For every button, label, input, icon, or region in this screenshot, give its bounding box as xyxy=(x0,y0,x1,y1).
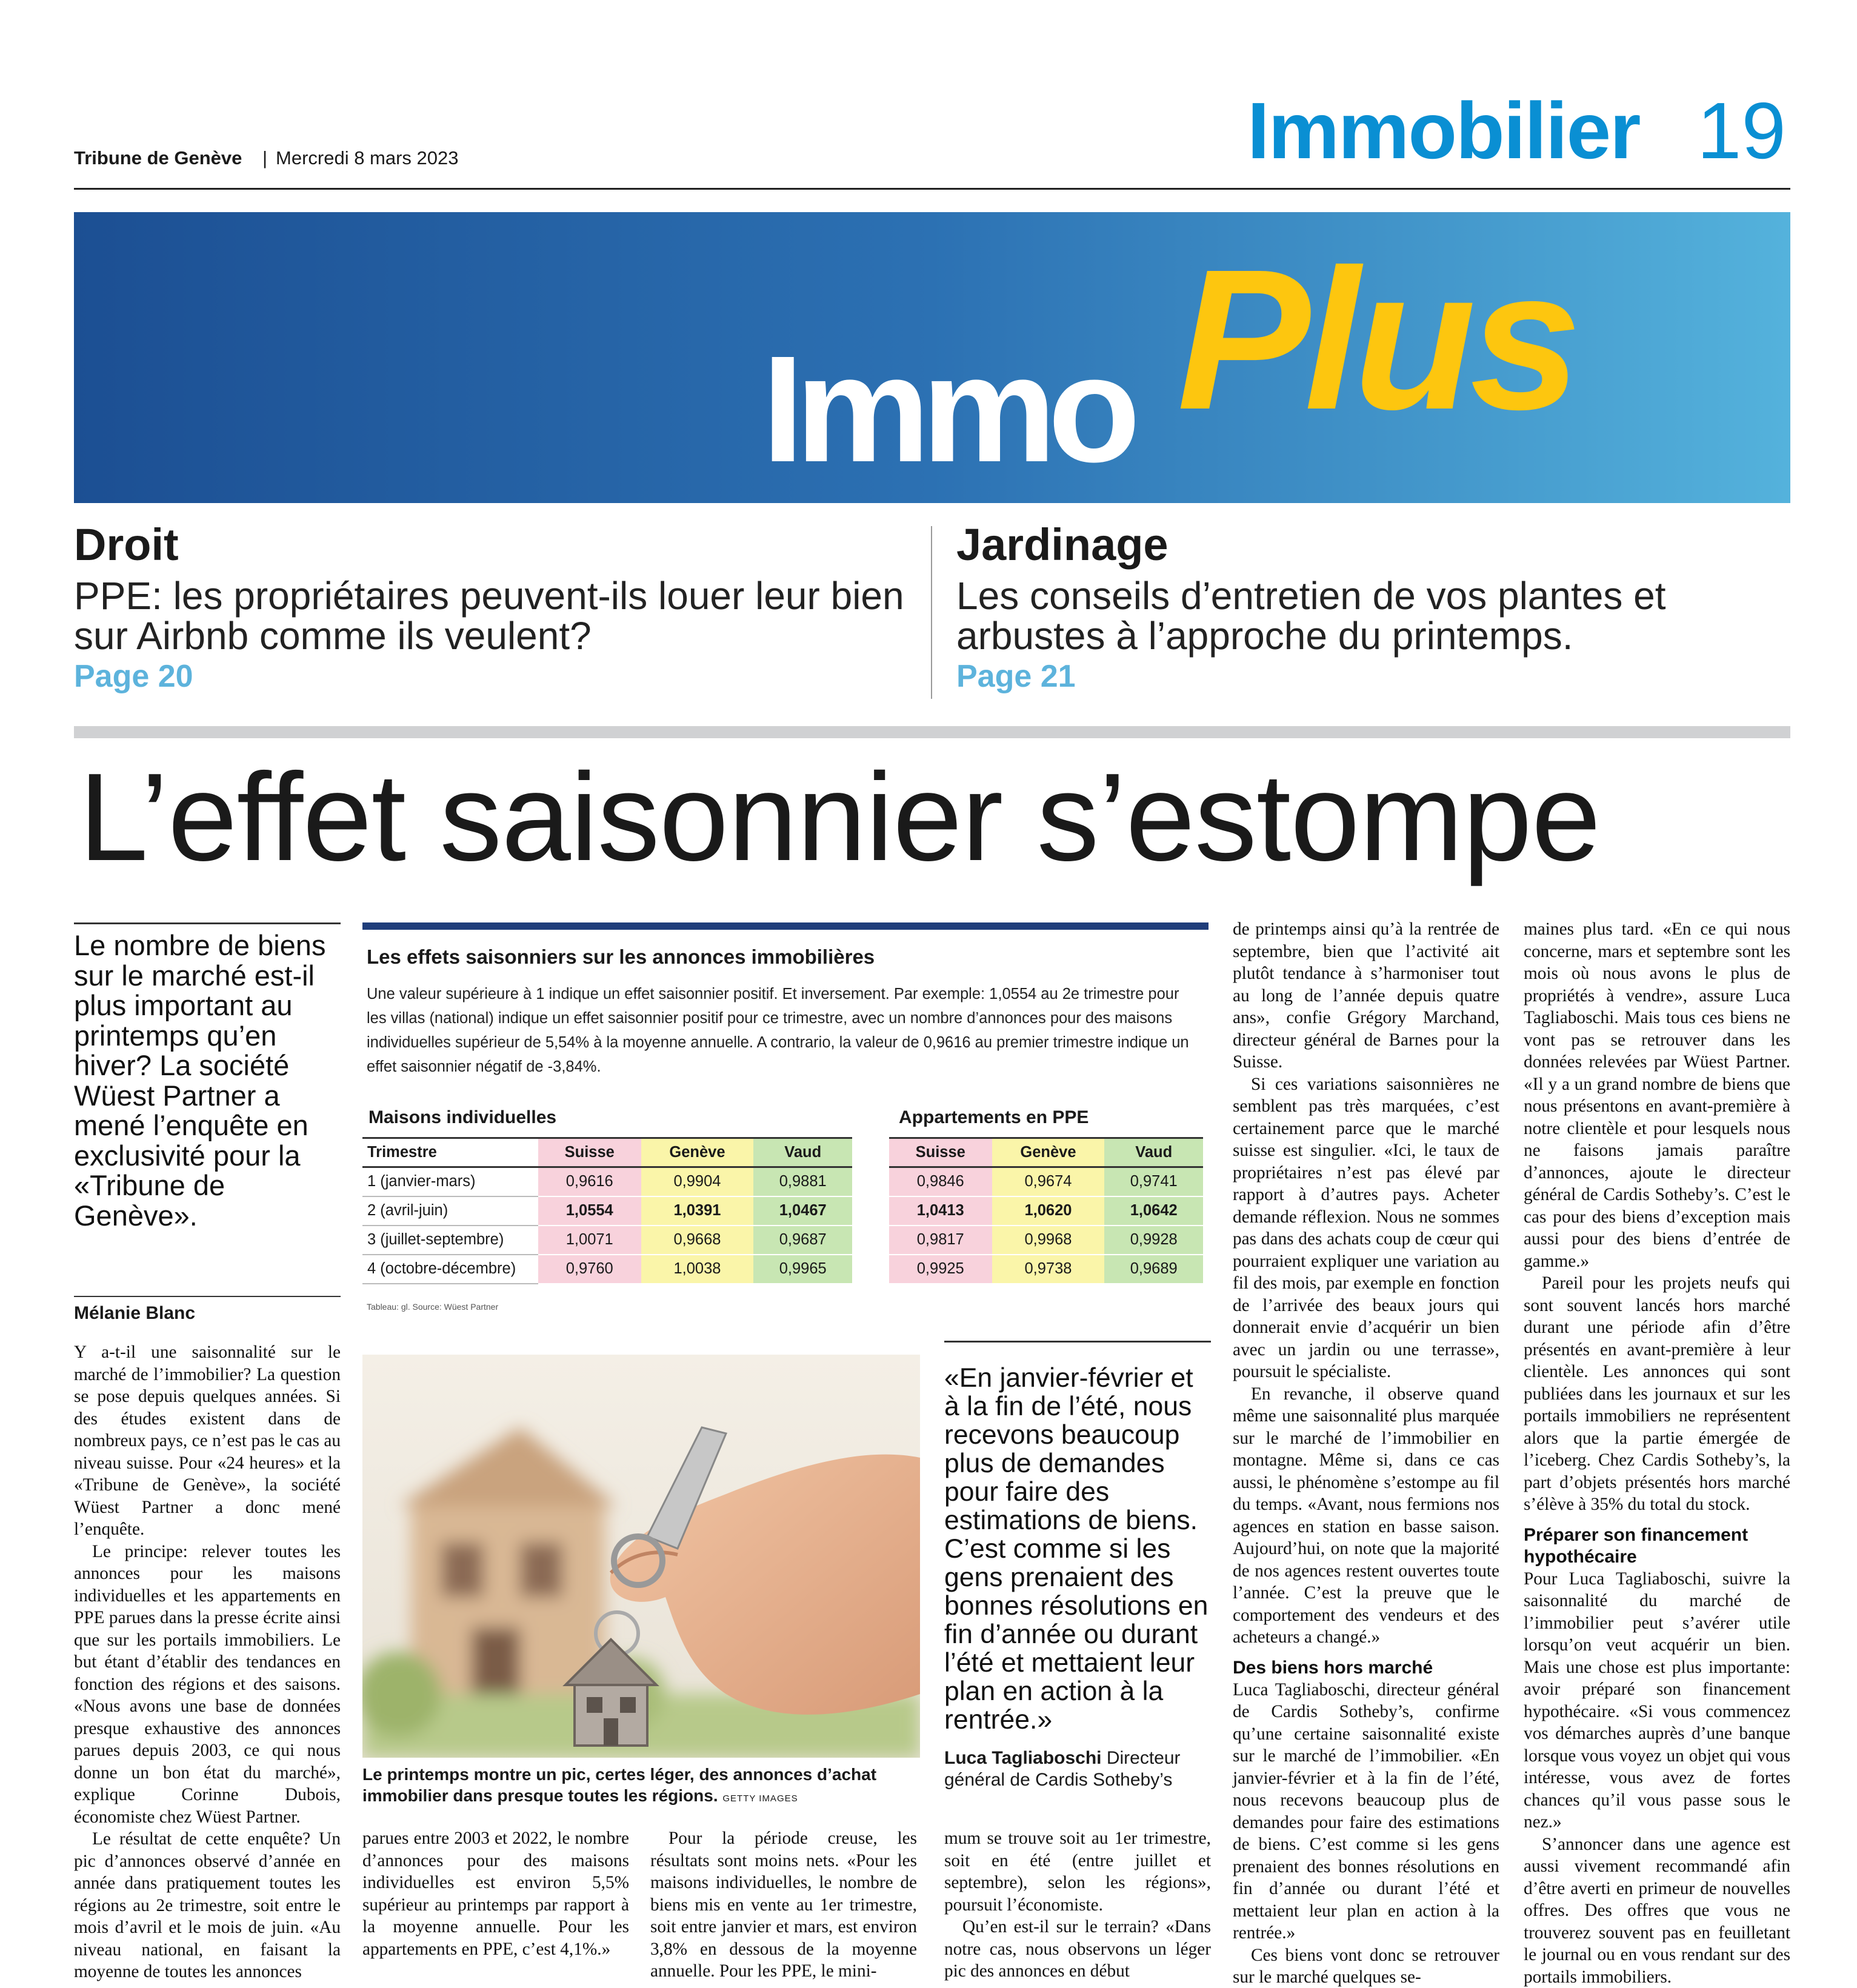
paragraph: En revanche, il observe quand même une saisonnalité plus marquée sur le marché de l’immobilier en montagne. Même si, dans ce cas aussi, le phénomène s’estompe au fil du temps. «Avant, nous fermions nos agences en station en basse saison. Aujourd’hui, on note que la majorité de nos agences restent ouvertes toute l’année. C’est la preuve que le comportement des vendeurs et des acheteurs a changé.» xyxy=(1233,1384,1499,1647)
value-geneve: 1,0038 xyxy=(641,1255,754,1284)
body-column-6 xyxy=(1524,918,1790,1988)
paragraph: Y a-t-il une saisonnalité sur le marché de l’immobilier? La question se pose depuis quelques années. Si des études existent dans de nombreux pays, ce n’est pas le cas au niveau suisse. Pour «24 heures» et la «Tribune de Genève», la société Wüest Partner a donc mené l’enquête. xyxy=(74,1343,341,1539)
paragraph: Ces biens vont donc se retrouver sur le marché quelques se- xyxy=(1233,1945,1499,1987)
table-row xyxy=(889,1167,1203,1196)
immoplus-banner xyxy=(74,212,1790,503)
houses-table xyxy=(362,1137,852,1284)
teaser-droit[interactable] xyxy=(74,519,910,694)
photo-caption xyxy=(362,1764,926,1809)
teaser-divider xyxy=(931,526,932,699)
photo-illustration xyxy=(362,1355,920,1758)
value-vaud: 0,9928 xyxy=(1104,1226,1203,1255)
value-suisse: 1,0413 xyxy=(889,1196,992,1226)
table-row xyxy=(362,1196,852,1226)
article-lead: Le nombre de biens sur le marché est-il plus important au printemps qu’en hiver? La société Wüest Partner a mené l’enquête en exclusivité pour la «Tribune de Genève». xyxy=(74,929,326,1232)
apartments-table-title: Appartements en PPE xyxy=(899,1107,1089,1127)
teaser-jardinage[interactable] xyxy=(956,519,1793,694)
header-rule xyxy=(74,188,1790,190)
quarter-label: 2 (avril-juin) xyxy=(362,1196,538,1226)
pull-quote: «En janvier-février et à la fin de l’été, nous recevons beaucoup plus de demandes pour faire des estimations de biens. C’est comme si les gens prenaient des bonnes résolutions en fin d’année ou durant l’été et mettaient leur plan en action à la rentrée.» xyxy=(944,1363,1209,1735)
author-rule xyxy=(74,1296,341,1297)
value-vaud: 0,9965 xyxy=(753,1255,852,1284)
paragraph: maines plus tard. «En ce qui nous concerne, mars et septembre sont les mois où nous avons le plus de propriétés à vendre», assure Luca Tagliaboschi. Mais tous ces biens ne vont pas se retrouver dans les données relevées par Wüest Partner. «Il y a un grand nombre de biens que nous présentons en avant-première à notre clientèle et pour lesquels nous ne faisons jamais paraître d’annonces, ajoute le directeur général de Cardis Sotheby’s. C’est le cas pour des biens d’exception mais aussi pour des biens d’entrée de gamme.» xyxy=(1524,919,1790,1271)
table-row xyxy=(889,1196,1203,1226)
paragraph: mum se trouve soit au 1er trimestre, soit en été (entre juillet et septembre), selon les régions», poursuit l’économiste. xyxy=(944,1829,1211,1915)
paragraph: parues entre 2003 et 2022, le nombre d’annonces pour des maisons individuelles est environ 5,5% supérieur au printemps par rapport à la moyenne annuelle. Pour les appartements en PPE, c’est 4,1%.» xyxy=(362,1829,629,1959)
subheading: Des biens hors marché xyxy=(1233,1657,1433,1678)
paragraph: Qu’en est-il sur le terrain? «Dans notre cas, nous observons un léger pic des annonces en début xyxy=(944,1917,1211,1981)
newspaper-name: Tribune de Genève xyxy=(74,147,242,168)
table-source: Tableau: gl. Source: Wüest Partner xyxy=(367,1302,499,1312)
apartments-table xyxy=(889,1137,1203,1284)
paragraph: Le résultat de cette enquête? Un pic d’annonces observé d’année en année dans pratiquement toutes les régions au 2e trimestre, soit entre le mois d’avril et le mois de juin. «Au niveau national, en faisant la moyenne de toutes les annonces xyxy=(74,1829,341,1981)
paragraph: Le principe: relever toutes les annonces pour les maisons individuelles et les appartements en PPE parues dans la presse écrite ainsi que sur les portails immobiliers. Le but étant d’établir des tendances en fonction des régions et des saisons. «Nous avons une base de données presque exhaustive des annonces parues depuis 2003, ce qui nous donne un bon état du marché», explique Corinne Dubois, économiste chez Wüest Partner. xyxy=(74,1541,341,1827)
body-column-5 xyxy=(1233,918,1499,1988)
caption-text: Le printemps montre un pic, certes léger, des annonces d’achat immobilier dans presque toutes les régions. xyxy=(362,1765,877,1805)
banner-word-plus: Plus xyxy=(1177,227,1575,451)
quote-rule xyxy=(944,1341,1211,1343)
column-header: Suisse xyxy=(538,1138,641,1167)
paragraph: Luca Tagliaboschi, directeur général de Cardis Sotheby’s, confirme qu’une certaine saisonnalité existe sur le marché de l’immobilier. «En janvier-février et à la fin de l’été, nous recevons beaucoup plus de demandes pour faire des estimations de biens. C’est comme si les gens prenaient des bonnes résolutions en fin d’année ou durant l’été et mettaient leur plan en action à la rentrée.» xyxy=(1233,1679,1499,1943)
body-column-1 xyxy=(74,1341,341,1983)
paragraph: Si ces variations saisonnières ne semblent pas très marquées, c’est certainement parce que le marché suisse est singulier. «Ici, le taux de propriétaires n’est pas élevé par rapport à d’autres pays. Acheter demande réflexion. Nous ne sommes pas dans des achats coup de cœur qui pourraient expliquer une variation au fil des mois, par exemple en fonction de l’arrivée des beaux jours qui donnerait envie d’acquérir un bien avec un jardin ou une terrasse», poursuit le spécialiste. xyxy=(1233,1074,1499,1381)
article-author: Mélanie Blanc xyxy=(74,1303,196,1323)
subheading: Préparer son financement hypothécaire xyxy=(1524,1524,1749,1567)
value-suisse: 0,9760 xyxy=(538,1255,641,1284)
teaser-page-link[interactable]: Page 21 xyxy=(956,659,1076,694)
value-geneve: 0,9674 xyxy=(992,1167,1105,1196)
banner-word-immo: Immo xyxy=(762,324,1132,493)
quote-author-role: Directeur général de Cardis Sotheby’s xyxy=(944,1748,1181,1790)
table-row xyxy=(362,1255,852,1284)
section-title: Immobilier xyxy=(1247,86,1640,175)
publication-date: Mercredi 8 mars 2023 xyxy=(276,147,459,168)
value-suisse: 0,9817 xyxy=(889,1226,992,1255)
table-row xyxy=(889,1226,1203,1255)
table-row xyxy=(362,1167,852,1196)
table-title: Les effets saisonniers sur les annonces immobilières xyxy=(367,946,875,968)
quarter-label: 3 (juillet-septembre) xyxy=(362,1226,538,1255)
column-header: Genève xyxy=(641,1138,754,1167)
value-geneve: 0,9968 xyxy=(992,1226,1105,1255)
paragraph: S’annoncer dans une agence est aussi vivement recommandé afin d’être averti en primeur de nouvelles offres. Des offres que vous ne trouverez souvent pas en feuilletant le journal ou en vous rendant sur des portails immobiliers. xyxy=(1524,1834,1790,1987)
value-geneve: 1,0620 xyxy=(992,1196,1105,1226)
value-vaud: 0,9689 xyxy=(1104,1255,1203,1284)
teaser-text: PPE: les propriétaires peuvent-ils louer leur bien sur Airbnb comme ils veulent? xyxy=(74,574,904,658)
value-suisse: 0,9925 xyxy=(889,1255,992,1284)
column-header: Vaud xyxy=(1104,1138,1203,1167)
value-vaud: 1,0467 xyxy=(753,1196,852,1226)
body-column-2 xyxy=(362,1827,629,1960)
quote-author-name: Luca Tagliaboschi xyxy=(944,1748,1102,1768)
photo-hand-holding-key xyxy=(362,1355,920,1758)
column-header: Genève xyxy=(992,1138,1105,1167)
value-geneve: 0,9904 xyxy=(641,1167,754,1196)
paragraph: Pour la période creuse, les résultats sont moins nets. «Pour les maisons individuelles, le nombre de biens mis en vente au 1er trimestre, soit entre janvier et mars, est environ 3,8% en dessous de la moyenne annuelle. Pour les PPE, le mini- xyxy=(650,1829,917,1981)
header-separator: | xyxy=(262,147,268,168)
section-divider xyxy=(74,726,1790,738)
value-vaud: 1,0642 xyxy=(1104,1196,1203,1226)
quarter-label: 1 (janvier-mars) xyxy=(362,1167,538,1196)
column-header: Vaud xyxy=(753,1138,852,1167)
value-suisse: 1,0071 xyxy=(538,1226,641,1255)
quote-attribution xyxy=(944,1747,1223,1791)
body-column-4 xyxy=(944,1827,1211,1983)
teaser-text: Les conseils d’entretien de vos plantes et arbustes à l’approche du printemps. xyxy=(956,574,1666,658)
paragraph: de printemps ainsi qu’à la rentrée de septembre, bien que l’activité ait plutôt tendance à s’harmoniser tout au long de l’année depuis quatre ans», confie Grégory Marchand, directeur général de Barnes pour la Suisse. xyxy=(1233,919,1499,1072)
value-vaud: 0,9741 xyxy=(1104,1167,1203,1196)
teaser-category: Droit xyxy=(74,519,179,570)
value-suisse: 1,0554 xyxy=(538,1196,641,1226)
paragraph: Pour Luca Tagliaboschi, suivre la saisonnalité du marché de l’immobilier peut s’avérer utile lorsqu’on veut acquérir un bien. Mais une chose est plus importante: avoir préparé son financement hypothécaire. «Si vous commencez vos démarches auprès d’une banque lorsque vous voyez un objet qui vous intéresse, vous avez de fortes chances qu’il vous passe sous le nez.» xyxy=(1524,1569,1790,1832)
table-intro: Une valeur supérieure à 1 indique un effet saisonnier positif. Et inversement. Par exemple: 1,0554 au 2e trimestre pour les villas (national) indique un effet saisonnier positif pour ce trimestre, avec un nombre d’annonces pour des maisons individuelles supérieur de 5,54% à la moyenne annuelle. A contrario, la valeur de 0,9616 au premier trimestre indique un effet saisonnier négatif de -3,84%. xyxy=(367,986,1189,1075)
houses-table-title: Maisons individuelles xyxy=(368,1107,557,1127)
paragraph: Pareil pour les projets neufs qui sont souvent lancés hors marché durant une période afin d’être présentés en avant-première à leur clientèle. Les annonces qui sont publiées dans les journaux et sur les portails immobiliers ne représentent alors que la partie émergée de l’iceberg. Chez Cardis Sotheby’s, la part d’objets présentés hors marché s’élève à 35% du total du stock. xyxy=(1524,1273,1790,1514)
column-header: Suisse xyxy=(889,1138,992,1167)
value-suisse: 0,9846 xyxy=(889,1167,992,1196)
value-geneve: 1,0391 xyxy=(641,1196,754,1226)
body-column-3 xyxy=(650,1827,917,1983)
article-headline: L’effet saisonnier s’estompe xyxy=(79,747,1601,887)
column-header: Trimestre xyxy=(362,1138,538,1167)
value-geneve: 0,9668 xyxy=(641,1226,754,1255)
teaser-page-link[interactable]: Page 20 xyxy=(74,659,193,694)
table-row xyxy=(362,1226,852,1255)
photo-credit: GETTY IMAGES xyxy=(722,1793,798,1804)
table-rule xyxy=(362,922,1209,930)
value-vaud: 0,9687 xyxy=(753,1226,852,1255)
value-geneve: 0,9738 xyxy=(992,1255,1105,1284)
value-suisse: 0,9616 xyxy=(538,1167,641,1196)
value-vaud: 0,9881 xyxy=(753,1167,852,1196)
teaser-category: Jardinage xyxy=(956,519,1169,570)
table-row xyxy=(889,1255,1203,1284)
quarter-label: 4 (octobre-décembre) xyxy=(362,1255,538,1284)
chapo-rule xyxy=(74,922,341,924)
page-number: 19 xyxy=(1697,86,1786,175)
